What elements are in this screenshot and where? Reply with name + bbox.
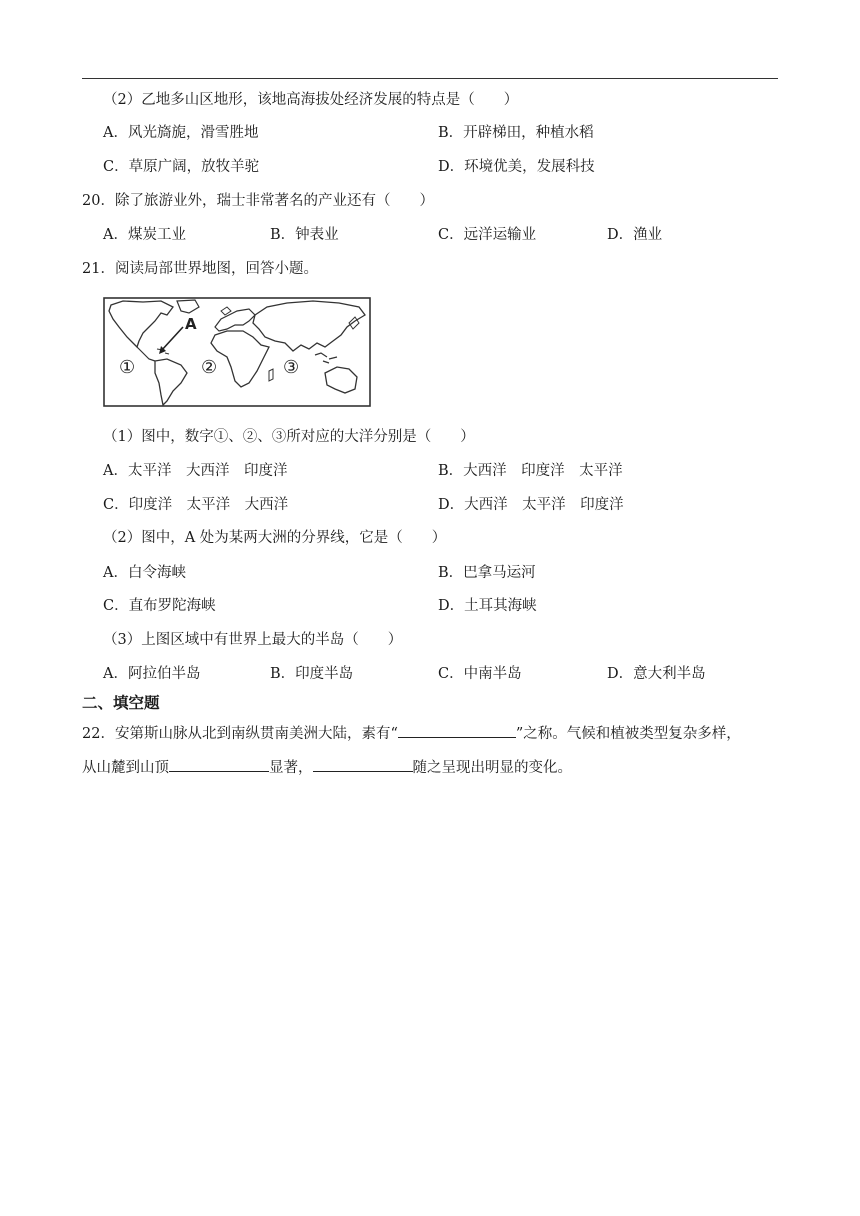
q20-option-c[interactable]: C．远洋运输业 bbox=[438, 227, 537, 243]
map-label-2: ② bbox=[201, 357, 218, 378]
q21-2-stem: （2）图中，A 处为某两大洲的分界线，它是（ ） bbox=[103, 530, 447, 546]
q22-text-1: 22．安第斯山脉从北到南纵贯南美洲大陆，素有“ bbox=[82, 726, 398, 742]
section-heading-fill-blank: 二、填空题 bbox=[82, 694, 160, 712]
q21-1-option-b[interactable]: B．大西洋 印度洋 太平洋 bbox=[438, 463, 623, 479]
map-label-1: ① bbox=[119, 357, 136, 378]
q21-1-option-c[interactable]: C．印度洋 太平洋 大西洋 bbox=[103, 497, 289, 513]
q21-3-stem: （3）上图区域中有世界上最大的半岛（ ） bbox=[103, 632, 403, 648]
q21-2-option-a[interactable]: A．白令海峡 bbox=[103, 565, 186, 581]
q19-2-option-d[interactable]: D．环境优美，发展科技 bbox=[438, 159, 595, 175]
q22-text-4: 显著， bbox=[269, 760, 313, 776]
q22-text-5: 随之呈现出明显的变化。 bbox=[412, 760, 572, 776]
q21-1-stem: （1）图中，数字①、②、③所对应的大洋分别是（ ） bbox=[103, 429, 475, 445]
header-rule bbox=[82, 78, 778, 79]
world-map-svg bbox=[103, 297, 371, 407]
q21-2-option-d[interactable]: D．土耳其海峡 bbox=[438, 598, 537, 614]
q22-line-1 bbox=[82, 723, 741, 744]
q21-1-option-a[interactable]: A．太平洋 大西洋 印度洋 bbox=[103, 463, 288, 479]
q21-3-option-a[interactable]: A．阿拉伯半岛 bbox=[103, 666, 201, 682]
q21-1-option-d[interactable]: D．大西洋 太平洋 印度洋 bbox=[438, 497, 624, 513]
world-map-figure bbox=[103, 297, 371, 407]
q21-3-option-c[interactable]: C．中南半岛 bbox=[438, 666, 522, 682]
q22-line-2 bbox=[82, 757, 572, 778]
q19-2-option-c[interactable]: C．草原广阔，放牧羊驼 bbox=[103, 159, 260, 175]
q19-2-stem: （2）乙地多山区地形，该地高海拔处经济发展的特点是（ ） bbox=[103, 92, 519, 108]
q22-blank-1[interactable] bbox=[398, 723, 516, 738]
q21-3-option-b[interactable]: B．印度半岛 bbox=[270, 666, 354, 682]
q20-option-b[interactable]: B．钟表业 bbox=[270, 227, 339, 243]
q19-2-option-a[interactable]: A．风光旖旎，滑雪胜地 bbox=[103, 125, 259, 141]
q22-text-2: ”之称。气候和植被类型复杂多样， bbox=[515, 726, 741, 742]
q20-stem: 20．除了旅游业外，瑞士非常著名的产业还有（ ） bbox=[82, 193, 434, 209]
q21-2-option-c[interactable]: C．直布罗陀海峡 bbox=[103, 598, 216, 614]
q19-2-option-b[interactable]: B．开辟梯田，种植水稻 bbox=[438, 125, 594, 141]
map-label-3: ③ bbox=[283, 357, 300, 378]
q22-blank-2[interactable] bbox=[169, 757, 269, 772]
map-label-a: A bbox=[185, 315, 197, 333]
q21-2-option-b[interactable]: B．巴拿马运河 bbox=[438, 565, 536, 581]
q20-option-a[interactable]: A．煤炭工业 bbox=[103, 227, 186, 243]
q21-stem: 21．阅读局部世界地图，回答小题。 bbox=[82, 261, 318, 277]
q21-3-option-d[interactable]: D．意大利半岛 bbox=[607, 666, 706, 682]
q20-option-d[interactable]: D．渔业 bbox=[607, 227, 663, 243]
map-frame bbox=[104, 298, 370, 406]
q22-blank-3[interactable] bbox=[313, 757, 413, 772]
q22-text-3: 从山麓到山顶 bbox=[82, 760, 169, 776]
